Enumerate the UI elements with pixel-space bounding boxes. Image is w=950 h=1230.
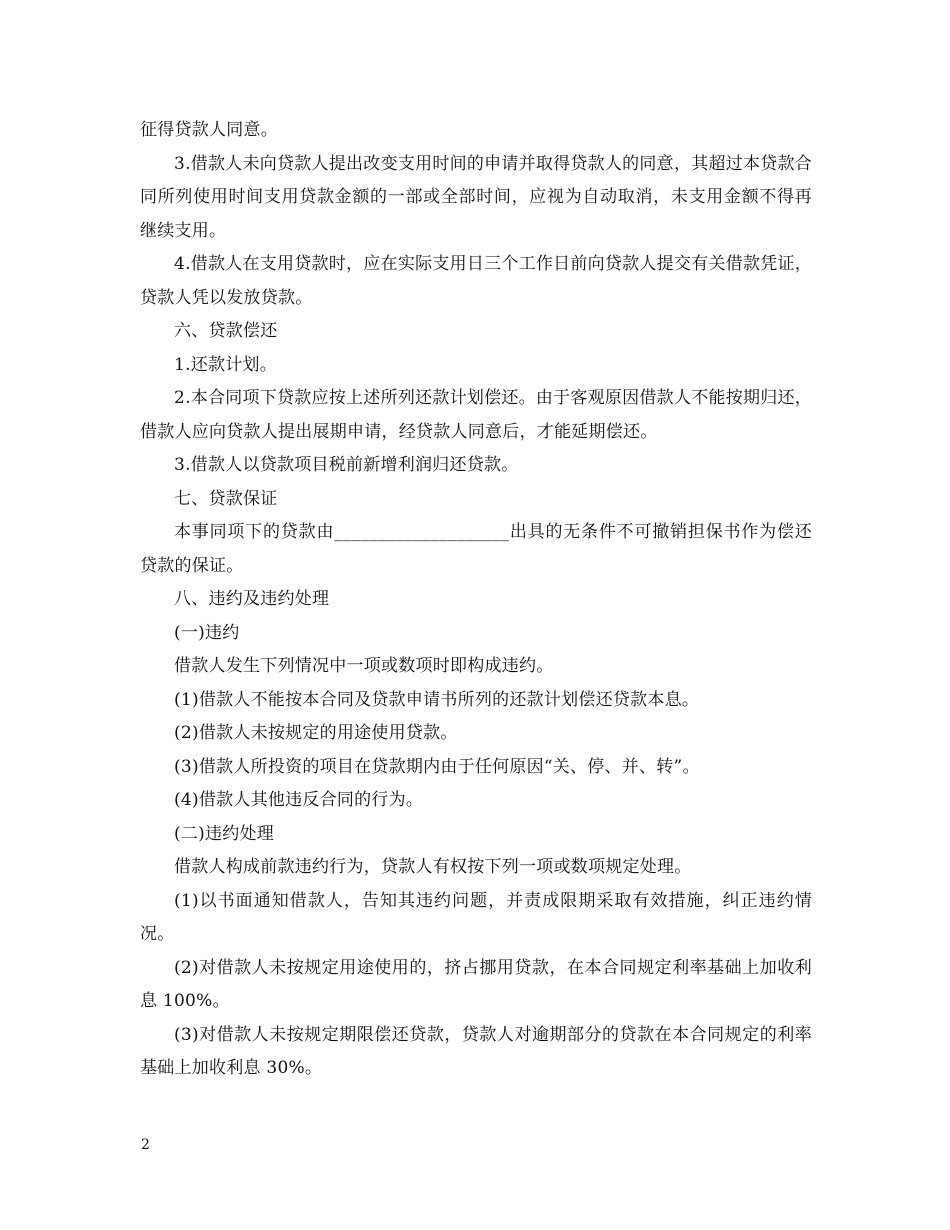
paragraph-default-intro: 借款人发生下列情况中一项或数项时即构成违约。 [174,656,554,676]
paragraph-clause-3-time-change: 3.借款人未向贷款人提出改变支用时间的申请并取得贷款人的同意，其超过本贷款合同所列使用时间支用贷款金额的一部或全部时间，应视为自动取消，未支用金额不得再继续支用。 [140,153,812,241]
list-item-default-2: (2)借款人未按规定的用途使用贷款。 [174,723,458,743]
list-item-default-3: (3)借款人所投资的项目在贷款期内由于任何原因“关、停、并、转”。 [174,756,700,777]
paragraph-repayment-extension: 2.本合同项下贷款应按上述所列还款计划偿还。由于客观原因借款人不能按期归还，借款人应向贷款人提出展期申请，经贷款人同意后，才能延期偿还。 [140,388,812,442]
paragraph-clause-4-disbursement: 4.借款人在支用贷款时，应在实际支用日三个工作日前向贷款人提交有关借款凭证，贷款人凭以发放贷款。 [140,254,812,308]
list-item-handling-1: (1)以书面通知借款人，告知其违约问题，并责成限期采取有效措施，纠正违约情况。 [140,890,812,944]
document-body [140,114,812,1086]
subsection-heading-default: (一)违约 [174,622,240,643]
subsection-heading-default-handling: (二)违约处理 [174,823,275,844]
section-heading-repayment: 六、贷款偿还 [174,321,278,341]
page-number: 2 [141,1137,150,1153]
paragraph-repayment-plan: 1.还款计划。 [174,354,277,375]
section-heading-guarantee: 七、贷款保证 [174,488,278,509]
paragraph-guarantee: 本事同项下的贷款由____________________出具的无条件不可撤销担保书作为偿还贷款的保证。 [140,522,812,576]
section-heading-default: 八、违约及违约处理 [174,589,330,609]
list-item-default-4: (4)借款人其他违反合同的行为。 [174,790,424,810]
list-item-handling-2: (2)对借款人未按规定用途使用的，挤占挪用贷款，在本合同规定利率基础上加收利息 100%。 [140,957,812,1011]
list-item-handling-3: (3)对借款人未按规定期限偿还贷款，贷款人对逾期部分的贷款在本合同规定的利率基础上加收利息 30%。 [140,1024,812,1078]
list-item-default-1: (1)借款人不能按本合同及贷款申请书所列的还款计划偿还贷款本息。 [174,689,700,710]
paragraph-continuation: 征得贷款人同意。 [140,120,278,140]
paragraph-repayment-source: 3.借款人以贷款项目税前新增利润归还贷款。 [174,455,519,475]
paragraph-handling-intro: 借款人构成前款违约行为，贷款人有权按下列一项或数项规定处理。 [174,857,692,877]
